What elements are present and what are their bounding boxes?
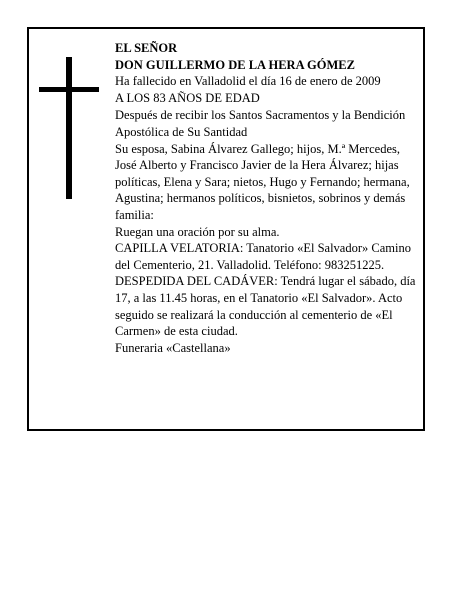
- deceased-name: DON GUILLERMO DE LA HERA GÓMEZ: [115, 57, 355, 72]
- cross-horizontal-bar: [39, 87, 99, 92]
- age-line: A LOS 83 AÑOS DE EDAD: [115, 90, 260, 105]
- prayer-line: Ruegan una oración por su alma.: [115, 224, 280, 239]
- farewell-paragraph: DESPEDIDA DEL CADÁVER: Tendrá lugar el sábado, día 17, a las 11.45 horas, en el Tanatorio «El Salvador». Acto seguido se realizará la conducción al cementerio de «El Carmen» de esta ciudad.: [115, 274, 416, 339]
- sacraments-paragraph: Después de recibir los Santos Sacramentos y la Bendición Apostólica de Su Santidad: [115, 108, 406, 139]
- chapel-paragraph: CAPILLA VELATORIA: Tanatorio «El Salvador» Camino del Cementerio, 21. Valladolid. Teléfono: 983251225.: [115, 241, 411, 272]
- funeral-home-line: Funeraria «Castellana»: [115, 340, 231, 355]
- death-line: Ha fallecido en Valladolid el día 16 de enero de 2009: [115, 74, 381, 89]
- family-paragraph: Su esposa, Sabina Álvarez Gallego; hijos, M.ª Mercedes, José Alberto y Francisco Javier de la Hera Álvarez; hijas políticas, Elena y Sara; nietos, Hugo y Fernando; hermana, Agustina; hermanos políticos, bisnietos, sobrinos y demás familia:: [115, 141, 410, 222]
- notice-title: EL SEÑOR: [115, 41, 178, 55]
- latin-cross-icon: [39, 57, 99, 199]
- obituary-text: [115, 40, 417, 356]
- cross-vertical-bar: [66, 57, 72, 199]
- obituary-notice: [27, 27, 425, 431]
